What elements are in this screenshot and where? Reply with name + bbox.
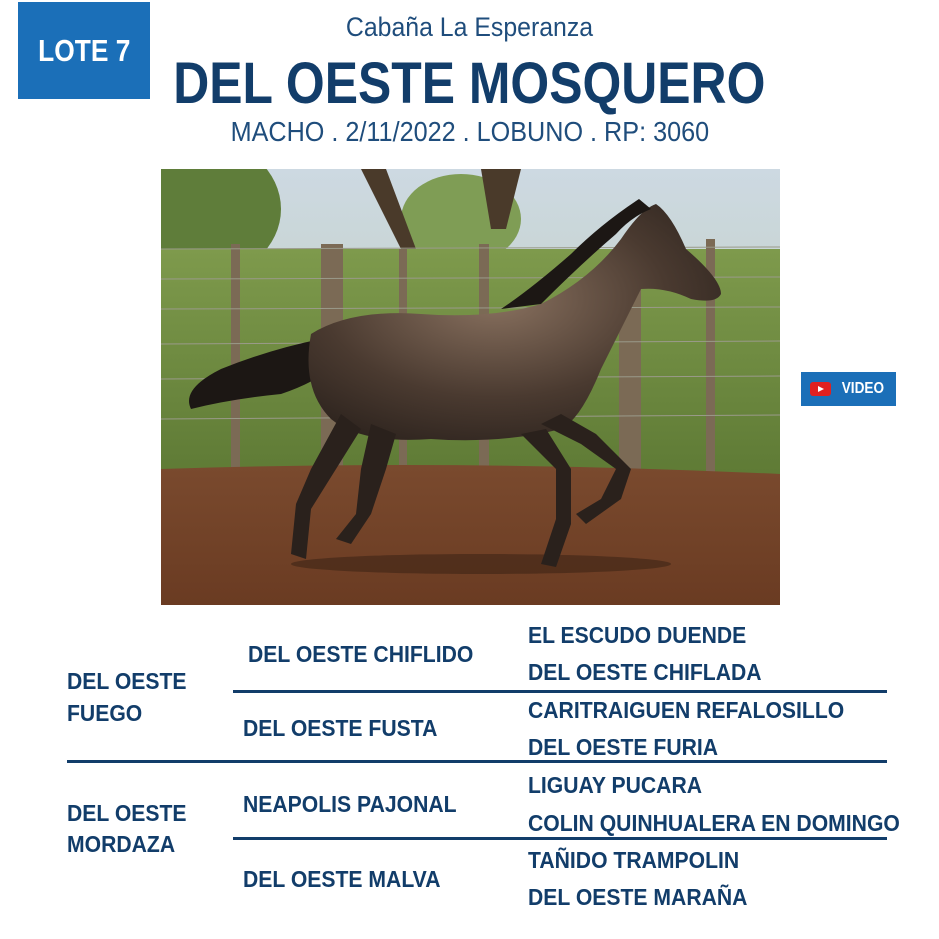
video-button[interactable]	[801, 372, 896, 406]
horse-photo	[161, 169, 780, 605]
youtube-play-icon	[810, 382, 831, 396]
maternal-grandsire: NEAPOLIS PAJONAL	[243, 791, 457, 817]
divider-line	[233, 837, 887, 840]
horse-name-text: DEL OESTE MOSQUERO	[173, 51, 766, 116]
paternal-granddam: DEL OESTE FUSTA	[243, 715, 438, 741]
dam-name-line2: MORDAZA	[67, 831, 176, 857]
sire-name-line2: FUEGO	[67, 700, 143, 726]
maternal-grandsire-dam: COLIN QUINHUALERA EN DOMINGO	[528, 810, 900, 836]
paternal-grandsire: DEL OESTE CHIFLIDO	[248, 641, 474, 667]
breeder-name: Cabaña La Esperanza	[345, 12, 594, 42]
paternal-grandsire-dam: DEL OESTE CHIFLADA	[528, 659, 762, 685]
maternal-granddam-sire: TAÑIDO TRAMPOLIN	[528, 847, 740, 873]
maternal-granddam-dam: DEL OESTE MARAÑA	[528, 884, 748, 910]
sire-name-line1: DEL OESTE	[67, 668, 187, 694]
paternal-granddam-dam: DEL OESTE FURIA	[528, 734, 719, 760]
paternal-granddam-sire: CARITRAIGUEN REFALOSILLO	[528, 697, 845, 723]
lot-label: LOTE 7	[37, 32, 131, 68]
divider-line	[233, 690, 887, 693]
maternal-grandsire-sire: LIGUAY PUCARA	[528, 772, 703, 798]
maternal-granddam: DEL OESTE MALVA	[243, 866, 441, 892]
horse-name	[0, 50, 939, 117]
horse-details	[0, 116, 939, 148]
horse-details-text: MACHO . 2/11/2022 . LOBUNO . RP: 3060	[230, 116, 709, 147]
divider-line-main	[67, 760, 887, 763]
video-label: VIDEO	[841, 380, 884, 397]
dam-name-line1: DEL OESTE	[67, 800, 187, 826]
paternal-grandsire-sire: EL ESCUDO DUENDE	[528, 622, 747, 648]
